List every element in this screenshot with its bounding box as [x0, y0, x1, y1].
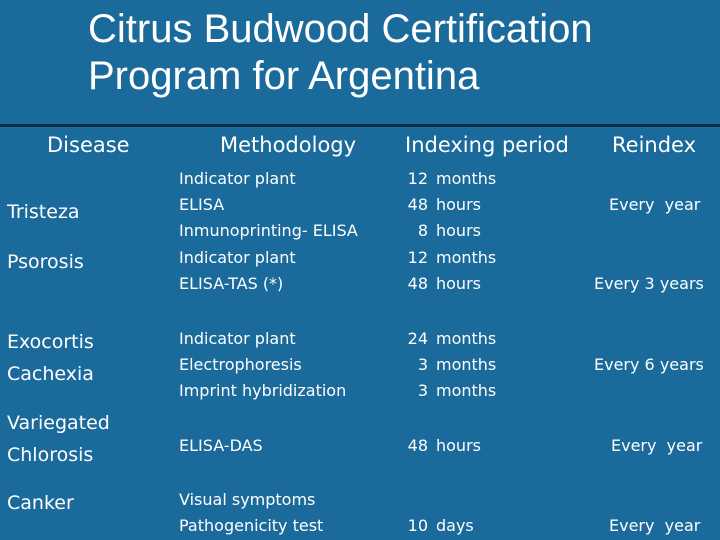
method: Inmunoprinting- ELISA	[179, 221, 358, 240]
method: Pathogenicity test	[179, 516, 324, 535]
row-disease	[7, 407, 110, 471]
row-methods	[179, 487, 323, 539]
period-unit: hours	[436, 221, 481, 240]
row-periods	[398, 433, 481, 459]
method: Imprint hybridization	[179, 381, 347, 400]
row-disease	[7, 326, 94, 390]
period-value: 8	[417, 221, 428, 240]
period-unit: hours	[436, 436, 481, 455]
method: Electrophoresis	[179, 355, 302, 374]
period-unit: months	[436, 248, 497, 267]
disease-name: Exocortis	[7, 331, 94, 353]
period-unit: months	[436, 355, 497, 374]
method: Indicator plant	[179, 169, 296, 188]
disease-name: Psorosis	[7, 251, 84, 273]
disease-name: Variegated	[7, 412, 110, 434]
period-unit: hours	[436, 195, 481, 214]
method: Visual symptoms	[179, 490, 316, 509]
disease-name: Canker	[7, 492, 74, 514]
method: ELISA-DAS	[179, 436, 263, 455]
period-unit: months	[436, 329, 497, 348]
period-unit: days	[436, 516, 474, 535]
row-methods	[179, 166, 358, 244]
period-value: 3	[417, 355, 428, 374]
period-value: 24	[407, 329, 428, 348]
row-periods	[398, 245, 496, 297]
period	[398, 192, 496, 218]
header-indexing-period: Indexing period	[405, 133, 569, 157]
method: Indicator plant	[179, 329, 296, 348]
period-value: 48	[407, 195, 428, 214]
period	[398, 378, 496, 404]
row-disease	[7, 487, 74, 519]
row-reindex: Every year	[609, 195, 701, 214]
period	[398, 166, 496, 192]
method: Indicator plant	[179, 248, 296, 267]
period-value: 48	[407, 436, 428, 455]
title-line-2: Program for Argentina	[88, 54, 480, 98]
title-line-1: Citrus Budwood Certification	[88, 7, 593, 51]
row-periods	[398, 513, 474, 539]
header-disease: Disease	[47, 133, 130, 157]
period-unit: months	[436, 169, 497, 188]
period-value: 12	[407, 169, 428, 188]
row-reindex: Every 6 years	[594, 355, 704, 374]
period	[398, 326, 496, 352]
period-value: 48	[407, 274, 428, 293]
period	[398, 271, 496, 297]
header-methodology: Methodology	[220, 133, 357, 157]
period	[398, 352, 496, 378]
period	[398, 218, 496, 244]
period-unit: hours	[436, 274, 481, 293]
method: ELISA	[179, 195, 225, 214]
period-value: 10	[407, 516, 428, 535]
disease-name: Cachexia	[7, 363, 94, 385]
period-unit: months	[436, 381, 497, 400]
period	[398, 245, 496, 271]
row-reindex: Every year	[609, 516, 701, 535]
row-disease	[7, 246, 84, 278]
period	[398, 513, 474, 539]
row-methods	[179, 433, 263, 459]
row-methods	[179, 245, 296, 297]
row-methods	[179, 326, 346, 404]
disease-name: Chlorosis	[7, 444, 94, 466]
row-disease	[7, 196, 80, 228]
period	[398, 433, 481, 459]
period-value: 3	[417, 381, 428, 400]
row-reindex: Every 3 years	[594, 274, 704, 293]
period-value: 12	[407, 248, 428, 267]
disease-name: Tristeza	[7, 201, 80, 223]
row-reindex: Every year	[611, 436, 703, 455]
header-divider	[0, 124, 720, 127]
row-periods	[398, 166, 496, 244]
header-reindex: Reindex	[612, 133, 697, 157]
row-periods	[398, 326, 496, 404]
method: ELISA-TAS (*)	[179, 274, 284, 293]
slide-title	[88, 6, 593, 100]
